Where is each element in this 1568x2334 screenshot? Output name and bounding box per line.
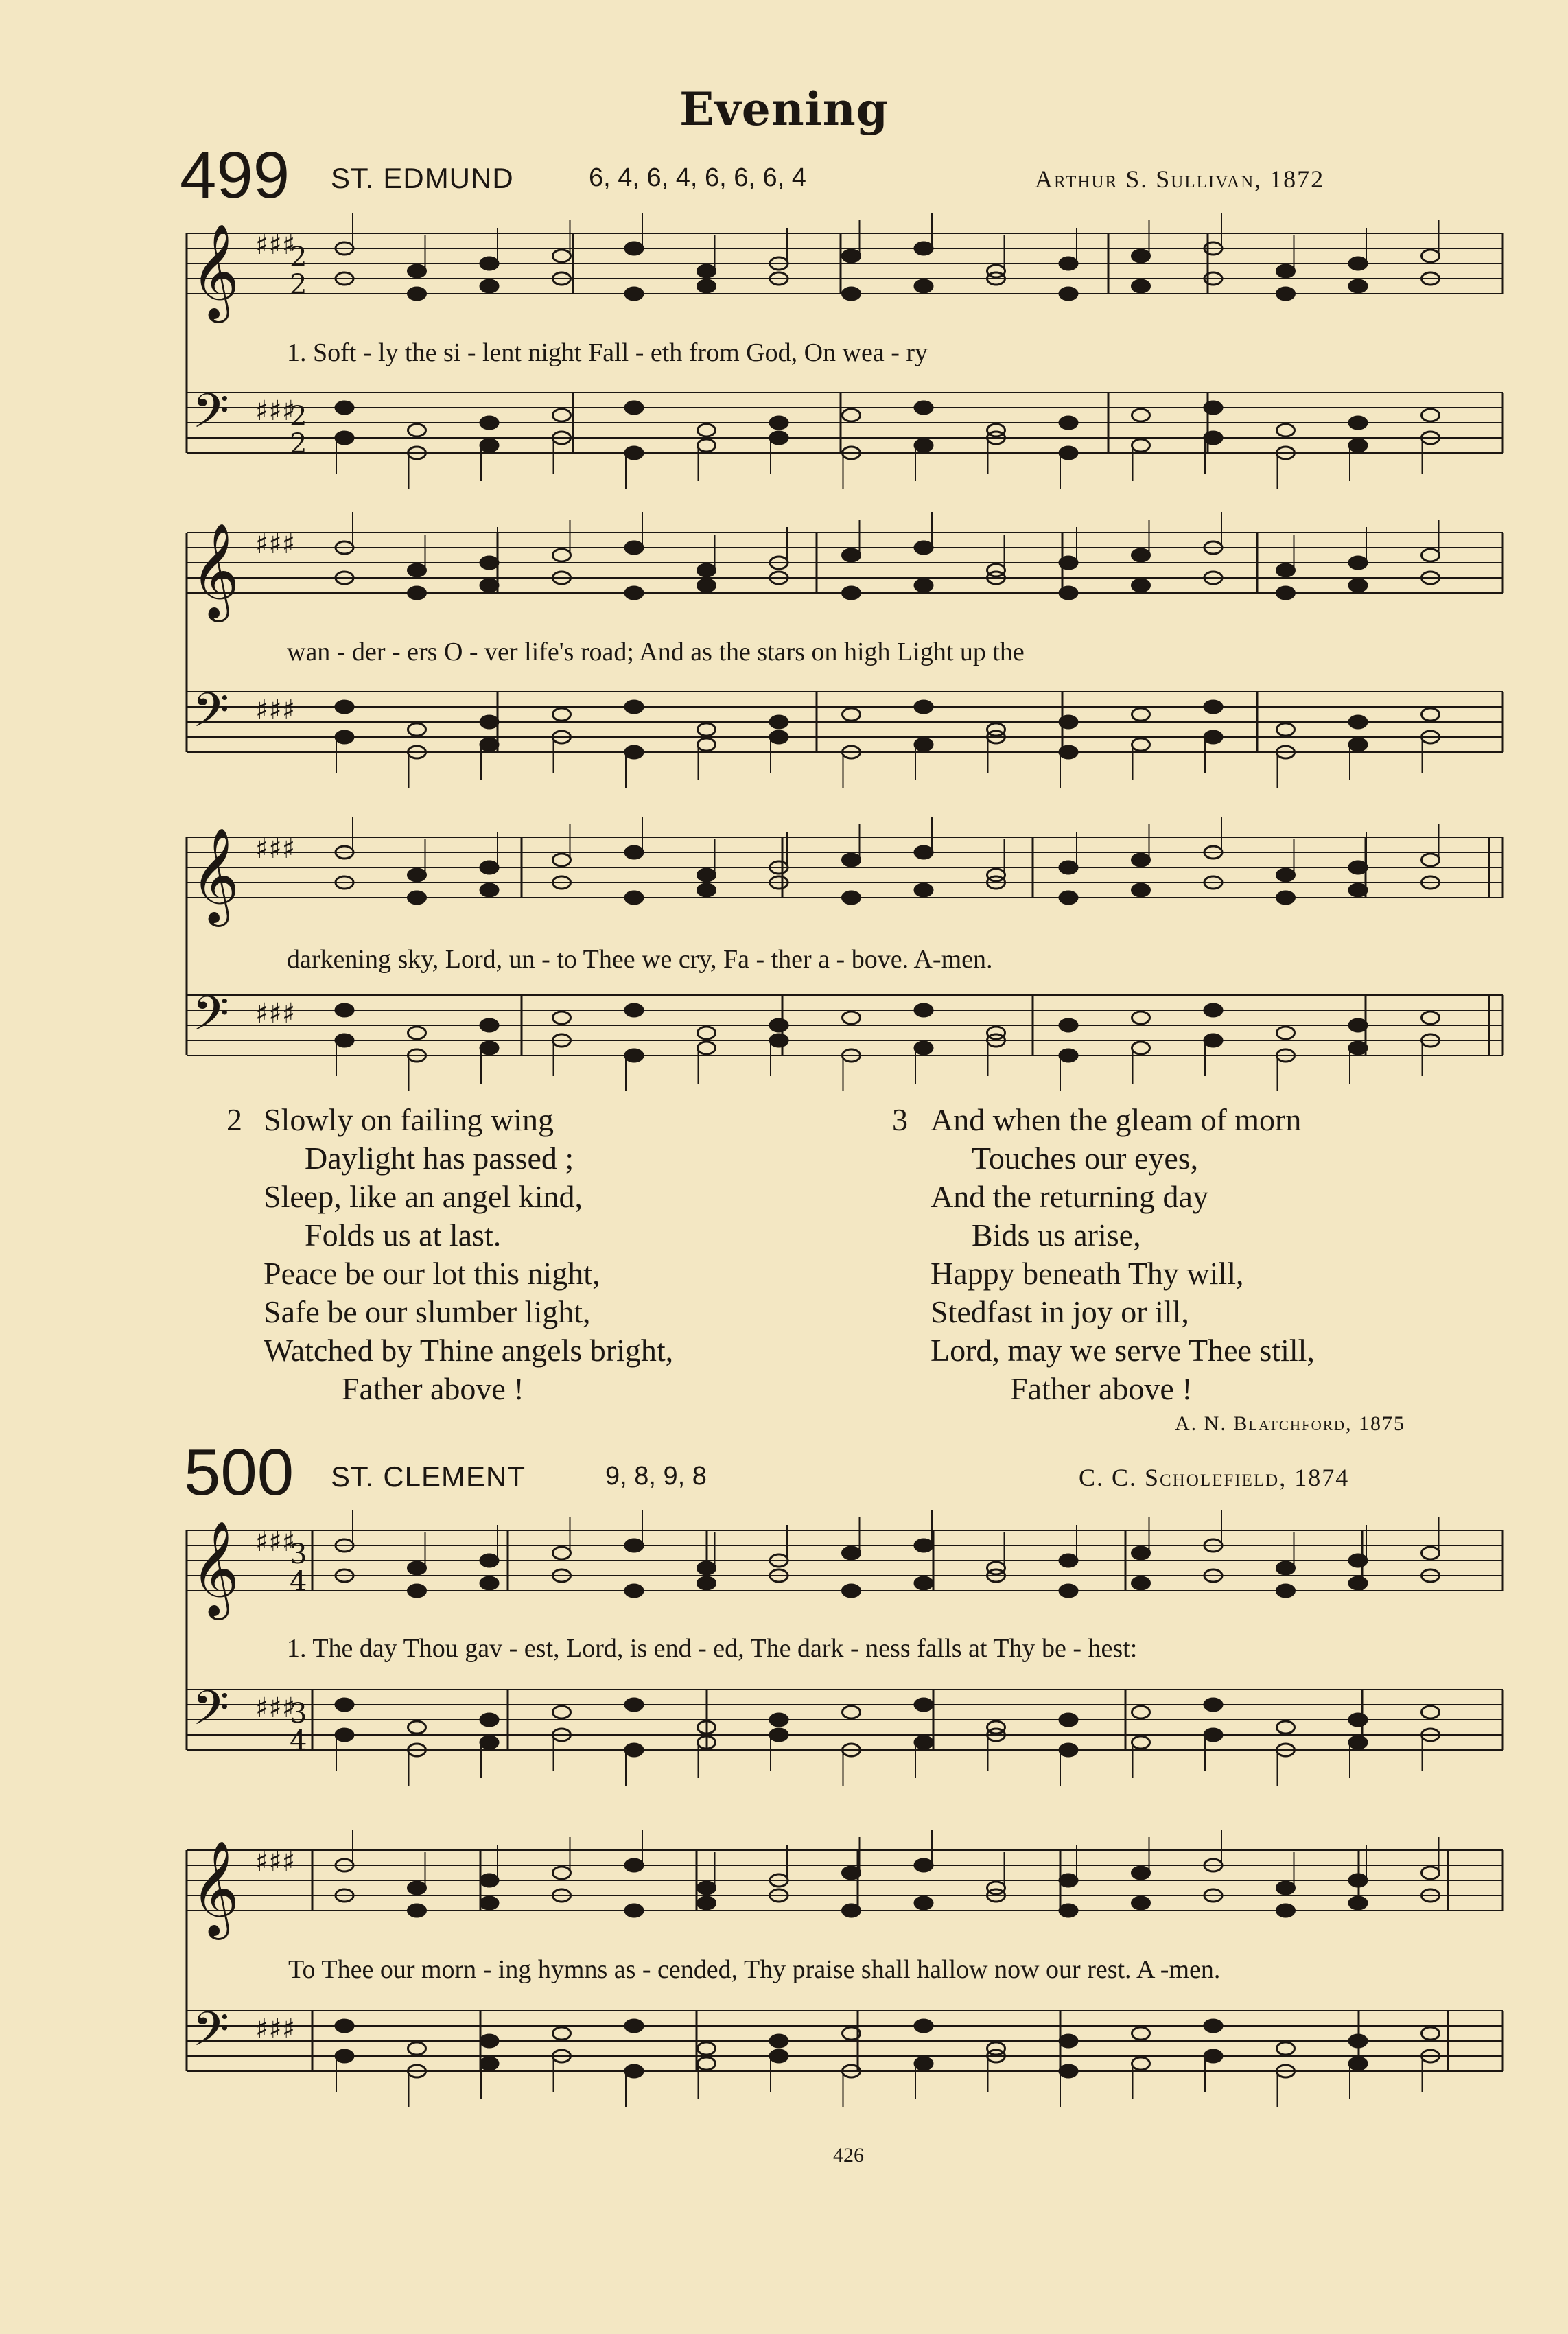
verse-line: Father above !	[342, 1371, 524, 1406]
note-head	[625, 1904, 643, 1917]
note-head	[1060, 557, 1077, 569]
note-head	[1204, 2050, 1222, 2062]
note-head	[698, 1042, 716, 1054]
note-head	[1060, 288, 1077, 300]
note-head	[1349, 1714, 1367, 1726]
music-symbol: 𝄞	[191, 828, 239, 923]
note-head	[480, 1897, 498, 1909]
music-symbol: ♯♯♯	[255, 1846, 296, 1878]
hymn-number: 499	[180, 139, 290, 212]
note-head	[1349, 1897, 1367, 1909]
note-head	[480, 257, 498, 270]
note-head	[1422, 2027, 1440, 2040]
note-head	[1277, 1585, 1295, 1597]
note-head	[1277, 869, 1295, 881]
note-head	[480, 738, 498, 751]
note-head	[915, 738, 933, 751]
note-head	[480, 1554, 498, 1567]
note-head	[1422, 1547, 1440, 1559]
note-head	[1277, 424, 1295, 436]
note-head	[770, 2050, 788, 2062]
note-head	[1204, 1729, 1222, 1741]
note-head	[1277, 1721, 1295, 1734]
note-head	[1349, 861, 1367, 874]
note-head	[1277, 1562, 1295, 1574]
verse-line: Stedfast in joy or ill,	[931, 1294, 1189, 1329]
music-symbol: 4	[290, 1566, 307, 1598]
note-head	[698, 2042, 716, 2055]
note-head	[1422, 1706, 1440, 1718]
note-head	[1204, 731, 1222, 743]
music-symbol: 2	[290, 428, 307, 460]
note-head	[1132, 1706, 1150, 1718]
note-head	[1204, 1034, 1222, 1047]
tune-name: ST. CLEMENT	[331, 1460, 526, 1493]
note-head	[843, 1904, 861, 1917]
note-head	[698, 564, 716, 576]
note-head	[625, 288, 643, 300]
note-head	[698, 738, 716, 751]
note-head	[336, 701, 353, 713]
note-head	[915, 1859, 933, 1871]
note-head	[770, 731, 788, 743]
note-head	[770, 1729, 788, 1741]
note-head	[625, 1049, 643, 1062]
note-head	[1132, 1577, 1150, 1589]
note-head	[915, 1736, 933, 1749]
note-head	[336, 1699, 353, 1711]
music-symbol: 𝄞	[191, 1521, 239, 1616]
note-head	[1060, 257, 1077, 270]
note-head	[625, 1539, 643, 1552]
note-head	[625, 1699, 643, 1711]
music-symbol: 4	[290, 1725, 307, 1757]
verse-line: Watched by Thine angels bright,	[264, 1333, 674, 1368]
verse-line: And when the gleam of morn	[931, 1102, 1302, 1137]
note-head	[480, 2035, 498, 2047]
note-head	[408, 424, 426, 436]
note-head	[625, 1004, 643, 1016]
note-head	[1277, 1027, 1295, 1039]
note-head	[1060, 447, 1077, 459]
note-head	[1060, 1585, 1077, 1597]
note-head	[1349, 257, 1367, 270]
note-head	[698, 1577, 716, 1589]
note-head	[1060, 1744, 1077, 1756]
meter: 6, 4, 6, 4, 6, 6, 6, 4	[589, 163, 806, 192]
note-head	[1422, 409, 1440, 421]
music-symbol: ♯♯♯	[255, 695, 296, 726]
note-head	[336, 2020, 353, 2032]
note-head	[1132, 280, 1150, 292]
note-head	[1132, 1736, 1150, 1749]
note-head	[480, 884, 498, 896]
note-head	[1132, 708, 1150, 721]
note-head	[1060, 2035, 1077, 2047]
music-symbol: 𝄢	[192, 1680, 230, 1747]
note-head	[408, 1904, 426, 1917]
note-head	[1349, 579, 1367, 592]
verse-number: 2	[226, 1102, 242, 1137]
note-head	[1060, 716, 1077, 728]
verse-line: Bids us arise,	[972, 1217, 1141, 1252]
note-head	[625, 2065, 643, 2077]
lyric-line: darkening sky, Lord, un - to Thee we cry, Fa - ther a - bove. A-men.	[287, 945, 993, 974]
note-head	[1349, 1577, 1367, 1589]
music-symbol: 2	[290, 242, 307, 273]
note-head	[843, 854, 861, 866]
note-head	[553, 1012, 571, 1024]
note-head	[480, 280, 498, 292]
note-head	[843, 409, 861, 421]
music-symbol: 𝄢	[192, 682, 230, 749]
music-symbol: 𝄞	[191, 224, 239, 319]
note-head	[698, 579, 716, 592]
note-head	[698, 1897, 716, 1909]
note-head	[408, 288, 426, 300]
note-head	[698, 1562, 716, 1574]
note-head	[1132, 854, 1150, 866]
note-head	[1422, 854, 1440, 866]
note-head	[1349, 2035, 1367, 2047]
note-head	[1060, 417, 1077, 429]
note-head	[698, 884, 716, 896]
note-head	[1132, 738, 1150, 751]
note-head	[1277, 1904, 1295, 1917]
note-head	[625, 2020, 643, 2032]
note-head	[336, 1034, 353, 1047]
lyric-line: 1. Soft - ly the si - lent night Fall - eth from God, On wea - ry	[287, 338, 928, 367]
music-symbol: ♯♯♯	[255, 1692, 296, 1724]
note-head	[1349, 280, 1367, 292]
note-head	[336, 731, 353, 743]
note-head	[625, 846, 643, 859]
note-head	[480, 1736, 498, 1749]
music-symbol: ♯♯♯	[255, 2014, 296, 2045]
tune-name: ST. EDMUND	[331, 162, 514, 194]
meter: 9, 8, 9, 8	[605, 1462, 707, 1491]
verse-line: Daylight has passed ;	[305, 1141, 574, 1176]
note-head	[1060, 1904, 1077, 1917]
note-head	[843, 1547, 861, 1559]
note-head	[625, 1744, 643, 1756]
note-head	[843, 1867, 861, 1879]
note-head	[843, 1585, 861, 1597]
music-symbol: 𝄢	[192, 383, 230, 450]
note-head	[915, 401, 933, 414]
note-head	[408, 1585, 426, 1597]
music-symbol: 3	[290, 1698, 307, 1729]
note-head	[480, 439, 498, 452]
note-head	[1060, 861, 1077, 874]
verse-line: Safe be our slumber light,	[264, 1294, 591, 1329]
note-head	[1349, 417, 1367, 429]
note-head	[1349, 1874, 1367, 1887]
music-symbol: ♯♯♯	[255, 229, 296, 261]
note-head	[1060, 1554, 1077, 1567]
note-head	[843, 708, 861, 721]
note-head	[1422, 708, 1440, 721]
note-head	[480, 579, 498, 592]
note-head	[1060, 1049, 1077, 1062]
note-head	[1349, 884, 1367, 896]
note-head	[625, 447, 643, 459]
note-head	[1204, 1004, 1222, 1016]
note-head	[770, 2035, 788, 2047]
note-head	[1132, 579, 1150, 592]
note-head	[1060, 1714, 1077, 1726]
note-head	[1132, 1897, 1150, 1909]
note-head	[1132, 409, 1150, 421]
verse-line: Lord, may we serve Thee still,	[931, 1333, 1315, 1368]
music-symbol: 𝄢	[192, 985, 230, 1053]
note-head	[915, 1042, 933, 1054]
note-head	[1277, 288, 1295, 300]
music-symbol: 𝄞	[191, 523, 239, 618]
note-head	[408, 265, 426, 277]
note-head	[336, 1004, 353, 1016]
note-head	[915, 1577, 933, 1589]
note-head	[480, 861, 498, 874]
note-head	[625, 1859, 643, 1871]
note-head	[625, 401, 643, 414]
note-head	[843, 891, 861, 904]
hymn-number: 500	[184, 1436, 294, 1509]
note-head	[1060, 587, 1077, 599]
note-head	[915, 2057, 933, 2070]
note-head	[1277, 1882, 1295, 1894]
note-head	[1349, 439, 1367, 452]
note-head	[480, 1874, 498, 1887]
note-head	[553, 1867, 571, 1879]
note-head	[1204, 701, 1222, 713]
note-head	[1349, 2057, 1367, 2070]
music-symbol: 𝄢	[192, 2001, 230, 2068]
note-head	[1349, 1554, 1367, 1567]
verse-line: Slowly on failing wing	[264, 1102, 554, 1137]
note-head	[336, 1729, 353, 1741]
note-head	[1132, 2027, 1150, 2040]
note-head	[1204, 432, 1222, 444]
note-head	[1204, 1699, 1222, 1711]
page-number: 426	[833, 2144, 864, 2167]
composer: C. C. Scholefield, 1874	[1079, 1464, 1350, 1491]
verse-line: Happy beneath Thy will,	[931, 1256, 1244, 1291]
note-head	[625, 891, 643, 904]
note-head	[480, 557, 498, 569]
note-head	[408, 1882, 426, 1894]
note-head	[553, 1547, 571, 1559]
note-head	[915, 579, 933, 592]
note-head	[336, 401, 353, 414]
note-head	[1422, 1867, 1440, 1879]
note-head	[915, 846, 933, 859]
note-head	[1204, 2020, 1222, 2032]
note-head	[698, 439, 716, 452]
note-head	[915, 1539, 933, 1552]
note-head	[770, 1019, 788, 1031]
note-head	[698, 1027, 716, 1039]
music-symbol: ♯♯♯	[255, 528, 296, 560]
note-head	[915, 701, 933, 713]
note-head	[1132, 1867, 1150, 1879]
note-head	[625, 746, 643, 758]
note-head	[843, 1706, 861, 1718]
note-head	[843, 549, 861, 561]
verse-3	[892, 1101, 1315, 1408]
verse-line: And the returning day	[931, 1179, 1208, 1214]
note-head	[1349, 1042, 1367, 1054]
note-head	[553, 854, 571, 866]
note-head	[408, 564, 426, 576]
verse-line: Sleep, like an angel kind,	[264, 1179, 583, 1214]
note-head	[553, 2027, 571, 2040]
note-head	[1349, 1019, 1367, 1031]
note-head	[480, 417, 498, 429]
note-head	[915, 884, 933, 896]
note-head	[843, 288, 861, 300]
note-head	[770, 1034, 788, 1047]
note-head	[698, 2057, 716, 2070]
note-head	[1132, 549, 1150, 561]
verse-line: Touches our eyes,	[972, 1141, 1199, 1176]
note-head	[915, 280, 933, 292]
note-head	[553, 1706, 571, 1718]
note-head	[1277, 723, 1295, 736]
note-head	[625, 541, 643, 554]
music-symbol: 3	[290, 1539, 307, 1570]
note-head	[480, 2057, 498, 2070]
verse-line: Peace be our lot this night,	[264, 1256, 600, 1291]
note-head	[915, 242, 933, 255]
note-head	[408, 1562, 426, 1574]
verse-2	[226, 1101, 673, 1408]
lyric-line: To Thee our morn - ing hymns as - cended, Thy praise shall hallow now our rest. A -men.	[288, 1955, 1221, 1984]
note-head	[1422, 549, 1440, 561]
note-head	[1060, 891, 1077, 904]
note-head	[1277, 2042, 1295, 2055]
note-head	[408, 869, 426, 881]
music-symbol: ♯♯♯	[255, 998, 296, 1029]
author: A. N. Blatchford, 1875	[1175, 1412, 1406, 1435]
music-symbol: 2	[290, 401, 307, 432]
note-head	[843, 250, 861, 262]
note-head	[1349, 716, 1367, 728]
note-head	[770, 716, 788, 728]
note-head	[698, 280, 716, 292]
note-head	[1132, 1042, 1150, 1054]
note-head	[408, 1721, 426, 1734]
note-head	[553, 250, 571, 262]
note-head	[1277, 891, 1295, 904]
note-head	[1277, 587, 1295, 599]
music-symbol: ♯♯♯	[255, 1526, 296, 1558]
note-head	[1060, 1019, 1077, 1031]
note-head	[1204, 401, 1222, 414]
note-head	[1349, 1736, 1367, 1749]
verse-line: Folds us at last.	[305, 1217, 502, 1252]
verse-line: Father above !	[1010, 1371, 1193, 1406]
note-head	[1132, 884, 1150, 896]
note-head	[553, 708, 571, 721]
note-head	[915, 1699, 933, 1711]
note-head	[698, 265, 716, 277]
note-head	[480, 716, 498, 728]
note-head	[408, 723, 426, 736]
note-head	[408, 587, 426, 599]
lyric-line: wan - der - ers O - ver life's road; And as the stars on high Light up the	[287, 638, 1025, 666]
music-symbol: 𝄞	[191, 1841, 239, 1936]
note-head	[915, 1897, 933, 1909]
note-head	[1422, 250, 1440, 262]
note-head	[915, 2020, 933, 2032]
note-head	[1060, 2065, 1077, 2077]
composer: Arthur S. Sullivan, 1872	[1035, 165, 1325, 193]
note-head	[408, 2042, 426, 2055]
note-head	[553, 409, 571, 421]
note-head	[698, 1882, 716, 1894]
music-symbol: ♯♯♯	[255, 395, 296, 427]
note-head	[1060, 1874, 1077, 1887]
music-symbol: 2	[290, 269, 307, 301]
note-head	[698, 869, 716, 881]
note-head	[915, 541, 933, 554]
note-head	[1422, 1012, 1440, 1024]
music-symbol: ♯♯♯	[255, 833, 296, 865]
note-head	[336, 2050, 353, 2062]
note-head	[843, 587, 861, 599]
note-head	[1277, 564, 1295, 576]
note-head	[408, 891, 426, 904]
note-head	[698, 424, 716, 436]
lyric-line: 1. The day Thou gav - est, Lord, is end - ed, The dark - ness falls at Thy be - hest:	[287, 1634, 1138, 1663]
note-head	[625, 1585, 643, 1597]
note-head	[1349, 557, 1367, 569]
note-head	[480, 1042, 498, 1054]
note-head	[553, 549, 571, 561]
note-head	[915, 1004, 933, 1016]
note-head	[915, 439, 933, 452]
note-head	[1132, 1547, 1150, 1559]
note-head	[625, 242, 643, 255]
note-head	[408, 1027, 426, 1039]
note-head	[698, 723, 716, 736]
note-head	[1060, 746, 1077, 758]
note-head	[770, 1714, 788, 1726]
note-head	[843, 1012, 861, 1024]
note-head	[1132, 250, 1150, 262]
verse-number: 3	[892, 1102, 908, 1137]
note-head	[1132, 439, 1150, 452]
note-head	[480, 1019, 498, 1031]
note-head	[770, 432, 788, 444]
note-head	[1277, 265, 1295, 277]
note-head	[1132, 2057, 1150, 2070]
note-head	[336, 432, 353, 444]
note-head	[480, 1714, 498, 1726]
note-head	[480, 1577, 498, 1589]
note-head	[770, 417, 788, 429]
note-head	[625, 587, 643, 599]
note-head	[625, 701, 643, 713]
note-head	[1132, 1012, 1150, 1024]
note-head	[1349, 738, 1367, 751]
section-title: Evening	[679, 82, 889, 136]
